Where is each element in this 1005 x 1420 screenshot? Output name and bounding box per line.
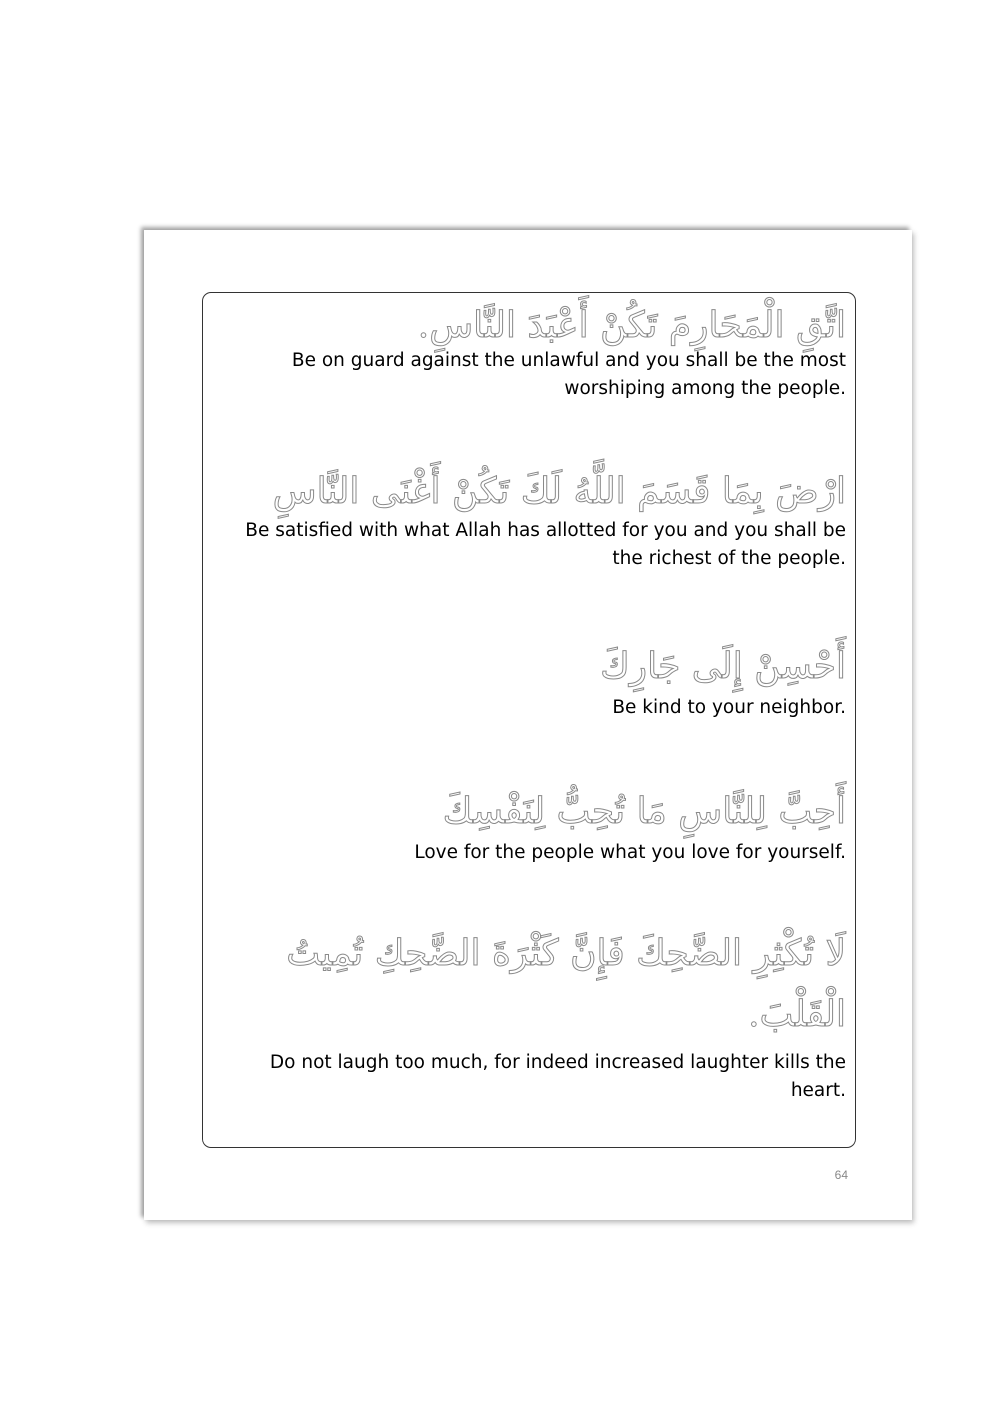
arabic-tracing-text: أَحِبَّ لِلنَّاسِ مَا تُحِبُّ لِنَفْسِكَ [442, 791, 846, 832]
arabic-tracing-text: اتَّقِ الْمَحَارِمَ تَكُنْ أَعْبَدَ النَّاسِ. [417, 305, 846, 346]
saying-4 [217, 783, 846, 867]
content-box [202, 292, 856, 1148]
saying-2 [217, 463, 846, 573]
arabic-tracing-text: ارْضَ بِمَا قَسَمَ اللَّهُ لَكَ تَكُنْ أَغْنَى النَّاسِ [272, 471, 846, 512]
english-translation: Do not laugh too much, for indeed increased laughter kills the heart. [269, 1052, 846, 1102]
saying-5 [217, 923, 846, 1105]
english-translation: Love for the people what you love for yourself. [414, 841, 846, 863]
saying-1 [217, 297, 846, 403]
english-translation: Be on guard against the unlawful and you shall be the most worshiping among the people. [291, 349, 846, 399]
arabic-tracing-text: أَحْسِنْ إِلَى جَارِكَ [600, 646, 846, 687]
page-number: 64 [834, 1168, 848, 1182]
page-sheet [144, 230, 912, 1220]
english-translation: Be kind to your neighbor. [612, 696, 846, 718]
arabic-tracing-text: لَا تُكْثِرِ الضَّحِكَ فَإِنَّ كَثْرَةَ الضَّحِكِ تُمِيتُ الْقَلْبَ. [286, 933, 846, 1036]
english-translation: Be satisfied with what Allah has allotted for you and you shall be the richest of the people. [245, 519, 846, 569]
saying-3 [217, 638, 846, 722]
